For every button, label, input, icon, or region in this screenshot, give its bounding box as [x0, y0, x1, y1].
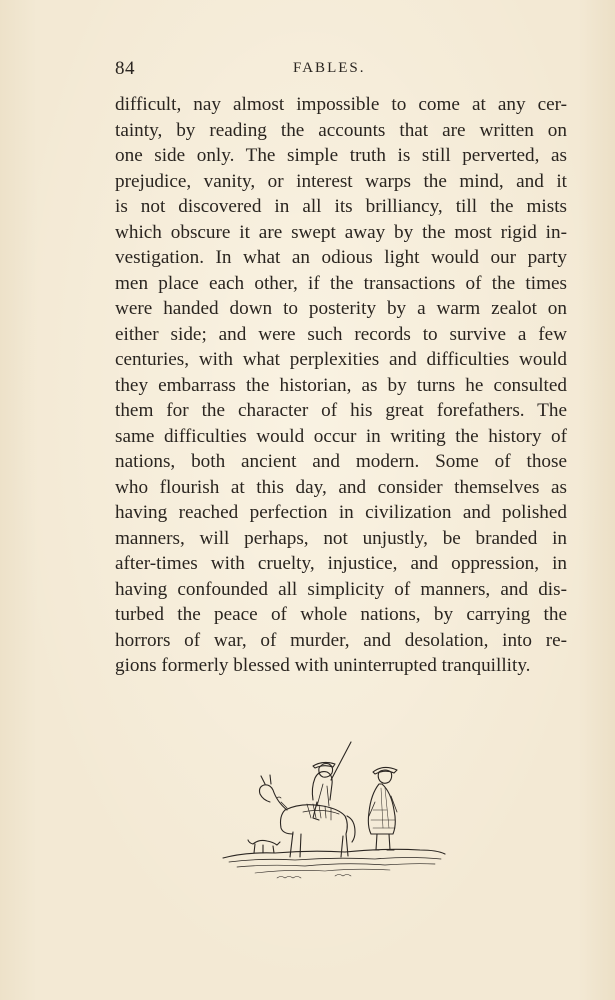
text-line: they embarrass the historian, as by turns he consulted — [115, 374, 567, 396]
text-line: either side; and were such records to survive a few — [115, 323, 567, 345]
text-line: one side only. The simple truth is still perverted, as — [115, 145, 567, 166]
text-line: them for the character of his great forefathers. The — [115, 400, 567, 421]
text-line: same difficulties would occur in writing the history of — [115, 425, 567, 447]
text-line: men place each other, if the transactions of the times — [115, 272, 567, 294]
running-head: FABLES. — [293, 60, 366, 76]
text-line: horrors of war, of murder, and desolation, into re- — [115, 629, 567, 651]
text-line: who flourish at this day, and consider themselves as — [115, 476, 567, 498]
text-line: difficult, nay almost impossible to come at any cer- — [115, 94, 567, 115]
text-line: nations, both ancient and modern. Some of those — [115, 451, 567, 472]
text-line: prejudice, vanity, or interest warps the mind, and it — [115, 170, 567, 192]
page-number: 84 — [115, 58, 135, 79]
text-line: after-times with cruelty, injustice, and oppression, in — [115, 553, 567, 574]
text-line: turbed the peace of whole nations, by carrying the — [115, 604, 567, 625]
text-line: were handed down to posterity by a warm zealot on — [115, 298, 567, 319]
text-line: having confounded all simplicity of manners, and dis- — [115, 578, 567, 600]
text-line: vestigation. In what an odious light would our party — [115, 247, 567, 268]
text-line: centuries, with what perplexities and difficulties would — [115, 349, 567, 370]
body-text — [115, 92, 567, 679]
text-line: manners, will perhaps, not unjustly, be branded in — [115, 527, 567, 549]
text-line: gions formerly blessed with uninterrupted tranquillity. — [115, 655, 531, 676]
text-line: tainty, by reading the accounts that are written on — [115, 119, 567, 141]
page-header — [115, 58, 567, 84]
text-line: is not discovered in all its brilliancy, till the mists — [115, 196, 567, 217]
woodcut-travellers-with-donkey-icon — [215, 740, 450, 890]
text-line: having reached perfection in civilization and polished — [115, 502, 567, 523]
text-line: which obscure it are swept away by the most rigid in- — [115, 221, 567, 243]
